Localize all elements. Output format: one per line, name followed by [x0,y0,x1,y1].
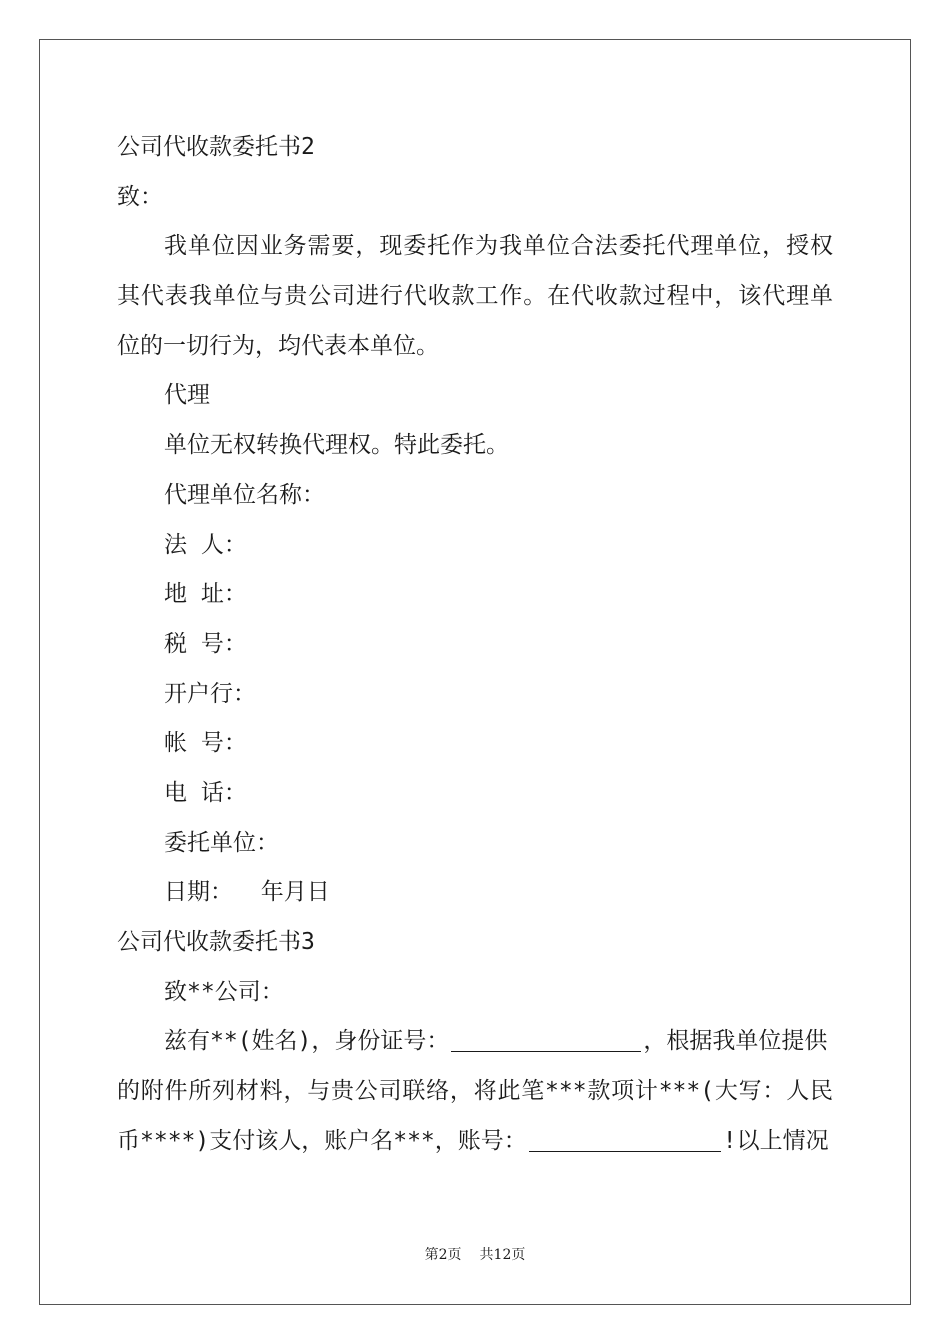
page-number: 第2页 [424,1247,462,1263]
paragraph-line [117,1117,833,1167]
paragraph-text: 兹有**(姓名)，身份证号： [164,1028,450,1055]
paragraph-line: 的附件所列材料，与贵公司联络，将此笔***款项计***(大写：人民 [117,1078,833,1105]
paragraph-line: 我单位因业务需要，现委托作为我单位合法委托代理单位，授权 [164,233,833,260]
section-title: 公司代收款委托书3 [117,929,315,955]
field-date: 日期： 年月日 [164,879,330,906]
field-tax-no: 税 号： [164,630,247,657]
salutation: 致： [117,183,163,210]
account-number-blank [529,1128,721,1152]
paragraph-text: ，根据我单位提供 [643,1028,828,1055]
field-bank: 开户行： [164,680,256,707]
paragraph-line [117,1017,833,1067]
field-agent-name: 代理单位名称： [164,481,325,508]
section-title: 公司代收款委托书2 [117,134,315,160]
field-account: 帐 号： [164,730,247,757]
no-transfer-line: 单位无权转换代理权。特此委托。 [164,432,509,459]
id-number-blank [451,1028,641,1052]
agent-line: 代理 [164,382,210,409]
field-address: 地 址： [164,581,247,608]
salutation: 致**公司： [164,978,284,1005]
paragraph-line: 位的一切行为，均代表本单位。 [117,332,439,359]
paragraph-text: 币****)支付该人，账户名***，账号： [117,1127,527,1154]
field-phone: 电 话： [164,779,247,806]
page-total: 共12页 [479,1247,526,1263]
document-body [117,123,833,1166]
paragraph-line: 其代表我单位与贵公司进行代收款工作。在代收款过程中，该代理单 [117,283,833,310]
page-footer [0,1244,950,1264]
field-legal-person: 法 人： [164,531,247,558]
field-client: 委托单位： [164,829,279,856]
paragraph-text: !以上情况 [722,1127,829,1154]
